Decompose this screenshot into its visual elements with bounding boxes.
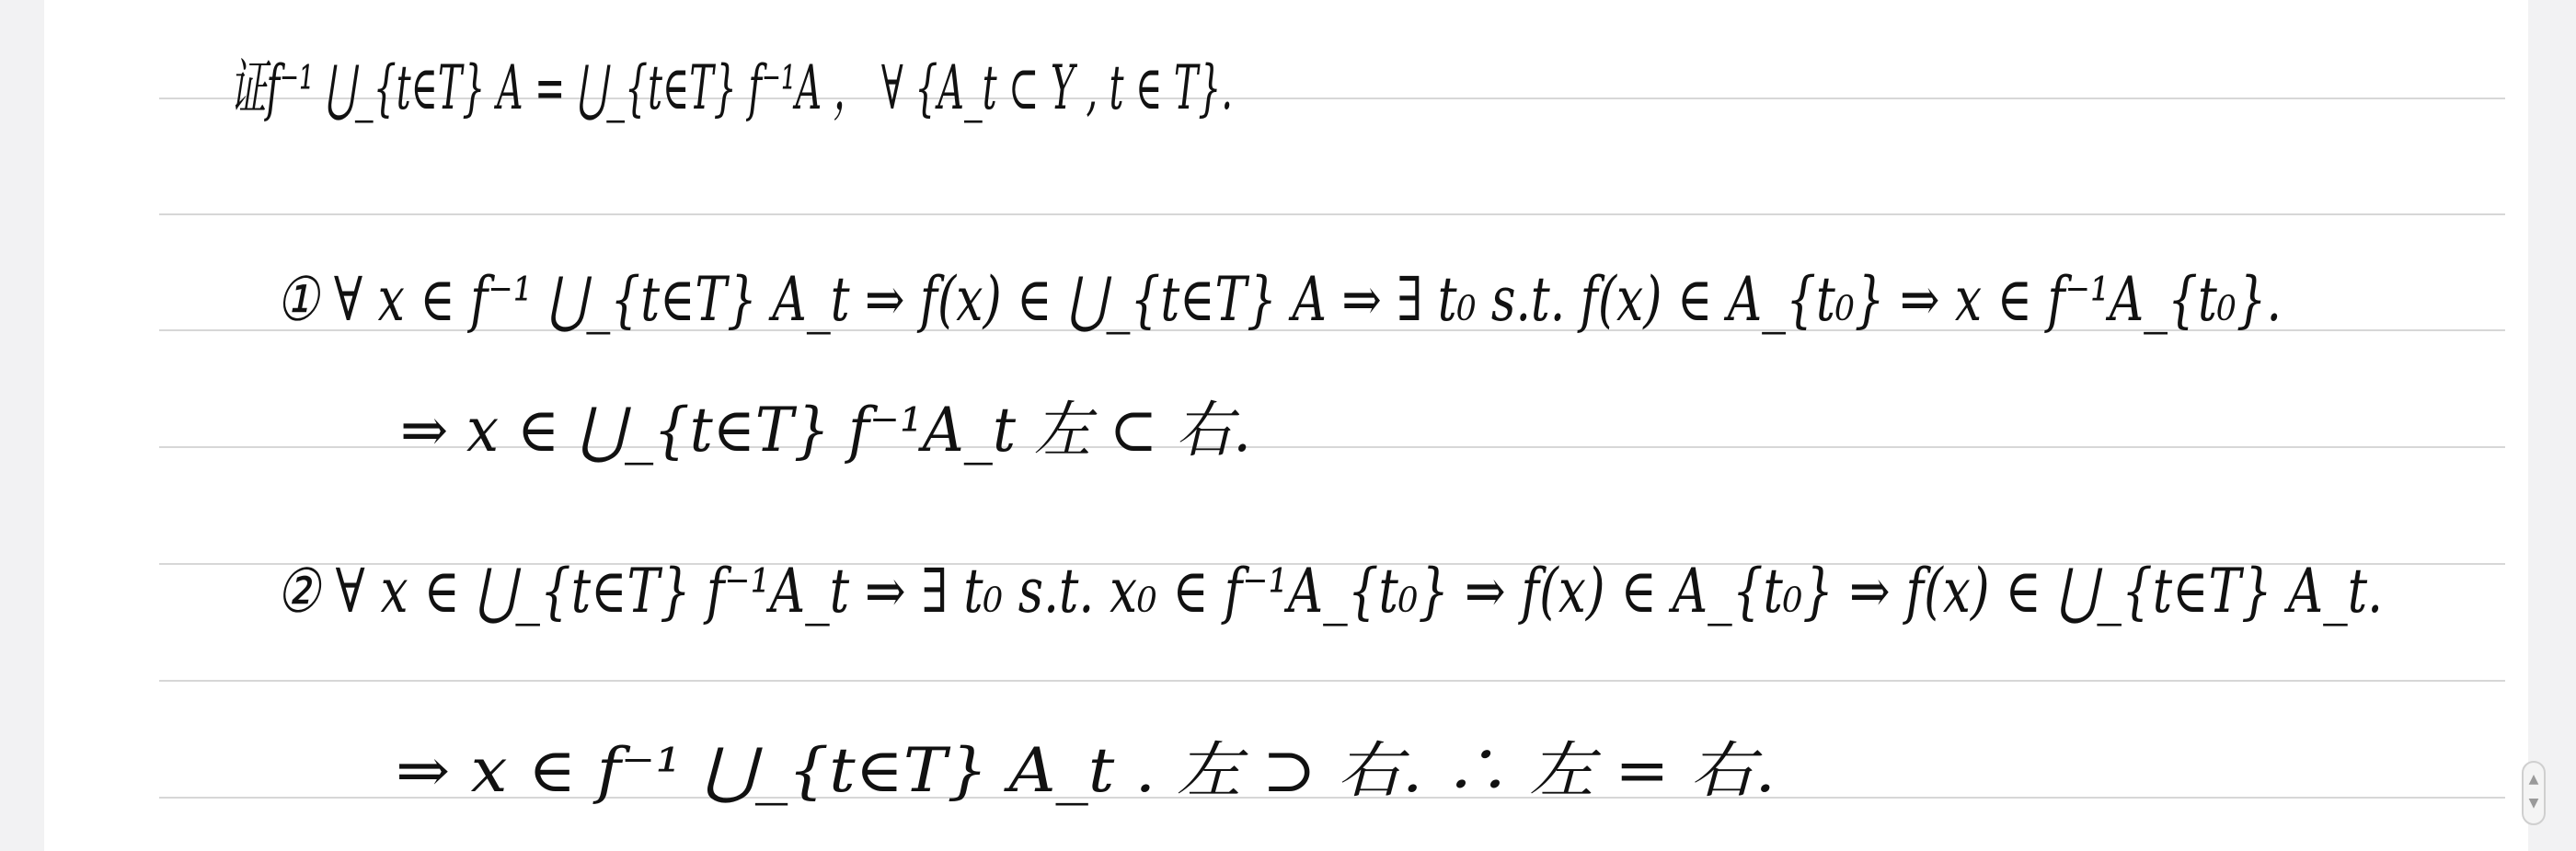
ruled-line (159, 797, 2505, 799)
note-line-1: 证f⁻¹ ⋃_{t∈T} A = ⋃_{t∈T} f⁻¹A ， ∀ {A_t ⊂ Y , t ∈ T}. (230, 52, 1233, 123)
ruled-line (159, 98, 2505, 99)
ruled-line (159, 563, 2505, 565)
ruled-line (159, 680, 2505, 682)
note-line-4: ② ∀ x ∈ ⋃_{t∈T} f⁻¹A_t ⇒ ∃ t₀ s.t. x₀ ∈ f⁻¹A_{t₀} ⇒ f(x) ∈ A_{t₀} ⇒ f(x) ∈ ⋃_{t∈T} A_t. (276, 556, 2383, 627)
scroll-up-icon[interactable]: ▲ (2528, 772, 2539, 787)
scroll-down-icon[interactable]: ▼ (2528, 796, 2539, 811)
ruled-line (159, 446, 2505, 448)
note-line-2: ① ∀ x ∈ f⁻¹ ⋃_{t∈T} A_t ⇒ f(x) ∈ ⋃_{t∈T} A ⇒ ∃ t₀ s.t. f(x) ∈ A_{t₀} ⇒ x ∈ f⁻¹A_{t₀}. (276, 264, 2282, 335)
note-line-5: ⇒ x ∈ f⁻¹ ⋃_{t∈T} A_t . 左 ⊃ 右. ∴ 左 = 右. (396, 735, 1776, 806)
ruled-line (159, 329, 2505, 331)
note-page (44, 0, 2528, 851)
note-line-3: ⇒ x ∈ ⋃_{t∈T} f⁻¹A_t 左 ⊂ 右. (400, 395, 1251, 466)
ruled-line (159, 213, 2505, 215)
scrollbar-thumb[interactable] (2522, 761, 2546, 825)
